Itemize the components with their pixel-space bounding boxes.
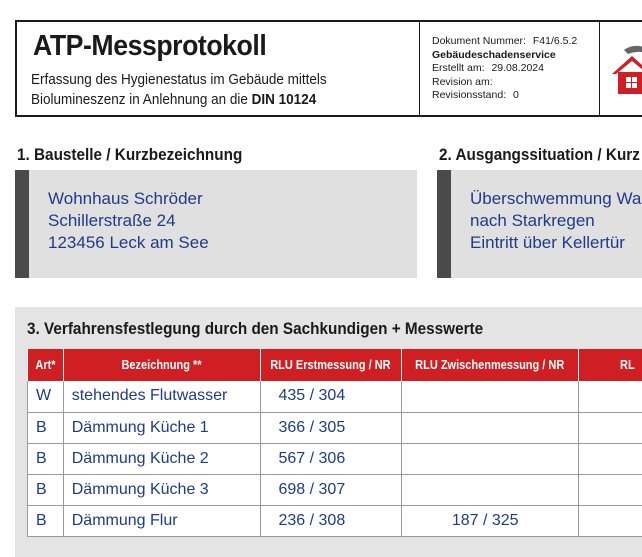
cell-zwischen bbox=[401, 412, 578, 443]
site-street: Schillerstraße 24 bbox=[48, 210, 417, 232]
table-row bbox=[28, 443, 642, 474]
subtitle-line-1: Erfassung des Hygienestatus im Gebäude mittels bbox=[31, 70, 327, 90]
cell-erst: 236 / 308 bbox=[260, 505, 401, 536]
subtitle-line-2 bbox=[31, 90, 327, 110]
document-subtitle bbox=[31, 70, 327, 110]
cell-end bbox=[578, 412, 642, 443]
cell-bezeichnung: Dämmung Flur bbox=[63, 505, 260, 536]
situation-line-1: Überschwemmung Wa bbox=[470, 188, 642, 210]
cell-zwischen bbox=[401, 381, 578, 412]
meta-doc-number bbox=[432, 35, 599, 49]
cell-zwischen bbox=[401, 474, 578, 505]
col-bezeichnung: Bezeichnung ** bbox=[63, 349, 260, 381]
site-name: Wohnhaus Schröder bbox=[48, 188, 417, 210]
document-header bbox=[15, 20, 642, 117]
cell-zwischen: 187 / 325 bbox=[401, 505, 578, 536]
section-1-box bbox=[15, 170, 417, 278]
logo-box bbox=[599, 22, 642, 115]
cell-erst: 698 / 307 bbox=[260, 474, 401, 505]
cell-zwischen bbox=[401, 443, 578, 474]
meta-revision-label: Revision am: bbox=[432, 76, 493, 88]
meta-created bbox=[432, 62, 599, 76]
subtitle-line-2-text: Biolumineszenz in Anlehnung an die bbox=[31, 91, 248, 108]
cell-end bbox=[578, 381, 642, 412]
cell-art: B bbox=[28, 412, 64, 443]
section-2-box bbox=[437, 170, 642, 278]
cell-art: W bbox=[28, 381, 64, 412]
cell-bezeichnung: stehendes Flutwasser bbox=[63, 381, 260, 412]
cell-bezeichnung: Dämmung Küche 1 bbox=[63, 412, 260, 443]
meta-doc-label: Dokument Nummer: bbox=[432, 35, 526, 47]
section-3-panel bbox=[15, 307, 642, 557]
document-title: ATP-Messprotokoll bbox=[33, 30, 266, 63]
situation-line-2: nach Starkregen bbox=[470, 210, 642, 232]
cell-art: B bbox=[28, 505, 64, 536]
subtitle-norm: DIN 10124 bbox=[252, 91, 317, 108]
cell-erst: 366 / 305 bbox=[260, 412, 401, 443]
meta-revstate-label: Revisionsstand: bbox=[432, 89, 506, 101]
cell-end bbox=[578, 474, 642, 505]
meta-revstate-value: 0 bbox=[513, 89, 519, 101]
col-endmessung: RL bbox=[578, 349, 642, 381]
meta-revision-state bbox=[432, 89, 599, 103]
meta-department bbox=[432, 49, 599, 63]
meta-doc-value: F41/6.5.2 bbox=[533, 35, 577, 47]
cell-end bbox=[578, 443, 642, 474]
cell-art: B bbox=[28, 443, 64, 474]
meta-department-text: Gebäudeschadenservice bbox=[432, 49, 556, 61]
col-art: Art* bbox=[28, 349, 64, 381]
section-3-title: 3. Verfahrensfestlegung durch den Sachkundigen + Messwerte bbox=[27, 319, 483, 339]
cell-end bbox=[578, 505, 642, 536]
house-icon bbox=[610, 44, 642, 96]
meta-revision bbox=[432, 76, 599, 90]
cell-bezeichnung: Dämmung Küche 2 bbox=[63, 443, 260, 474]
col-erstmessung: RLU Erstmessung / NR bbox=[260, 349, 401, 381]
meta-created-value: 29.08.2024 bbox=[491, 62, 544, 74]
table-header-row bbox=[28, 349, 642, 381]
cell-erst: 435 / 304 bbox=[260, 381, 401, 412]
cell-art: B bbox=[28, 474, 64, 505]
cell-erst: 567 / 306 bbox=[260, 443, 401, 474]
table-row bbox=[28, 505, 642, 536]
table-row bbox=[28, 474, 642, 505]
section-1-title: 1. Baustelle / Kurzbezeichnung bbox=[17, 145, 242, 165]
situation-line-3: Eintritt über Kellertür bbox=[470, 232, 642, 254]
table-row bbox=[28, 412, 642, 443]
cell-bezeichnung: Dämmung Küche 3 bbox=[63, 474, 260, 505]
document-meta bbox=[419, 22, 599, 115]
col-zwischenmessung: RLU Zwischenmessung / NR bbox=[401, 349, 578, 381]
meta-created-label: Erstellt am: bbox=[432, 62, 485, 74]
table-row bbox=[28, 381, 642, 412]
measurement-table bbox=[27, 349, 642, 537]
site-city: 123456 Leck am See bbox=[48, 232, 417, 254]
section-2-title: 2. Ausgangssituation / Kurz bbox=[439, 145, 640, 165]
